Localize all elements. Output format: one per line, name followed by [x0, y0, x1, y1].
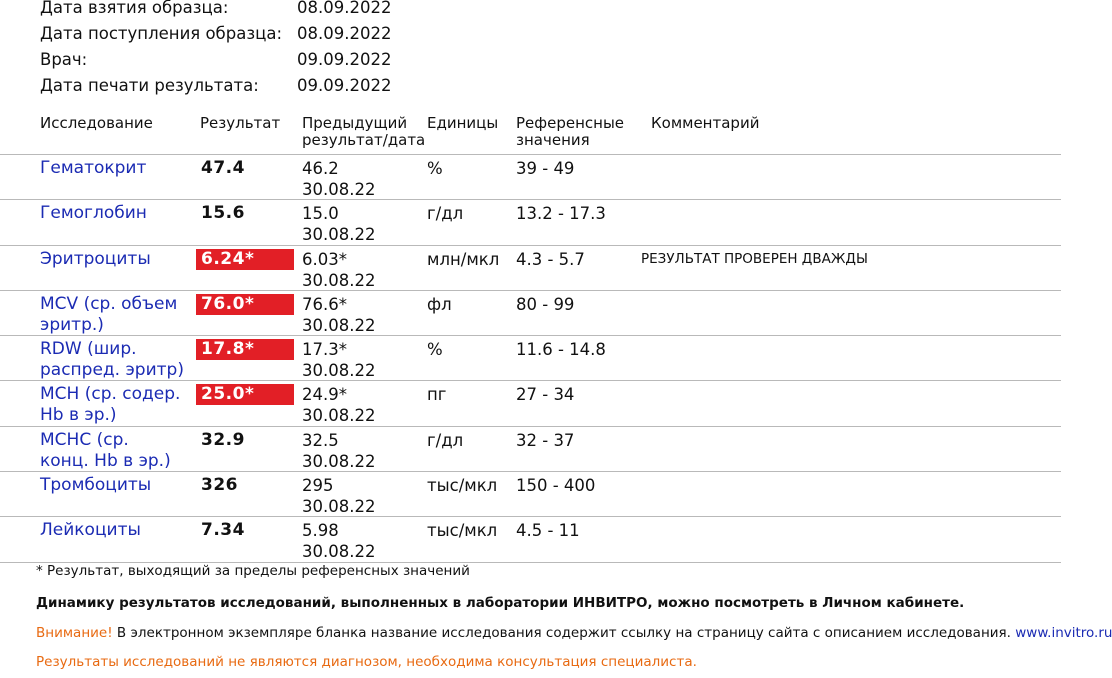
- info-label: Врач:: [40, 50, 88, 69]
- result-value-flagged: 25.0*: [196, 384, 294, 405]
- header-previous: Предыдущий результат/дата: [302, 114, 426, 149]
- info-value: 08.09.2022: [297, 0, 392, 17]
- unit: пг: [427, 385, 447, 405]
- previous-value: 6.03*: [302, 249, 347, 269]
- table-row: [0, 336, 1061, 381]
- previous-result: [302, 158, 375, 200]
- previous-date: 30.08.22: [302, 361, 376, 381]
- previous-result: [302, 475, 375, 517]
- info-value: 09.09.2022: [297, 76, 392, 95]
- reference-range: 13.2 - 17.3: [516, 204, 606, 224]
- header-test: Исследование: [40, 114, 153, 132]
- previous-date: 30.08.22: [302, 180, 376, 199]
- result-value: 7.34: [201, 520, 245, 541]
- unit: фл: [427, 294, 452, 314]
- warning-text: В электронном экземпляре бланка название исследования содержит ссылку на страницу сайта с описанием исследования.: [112, 625, 1016, 641]
- test-name-link[interactable]: MCV (ср. объем эритр.): [40, 293, 178, 335]
- table-row: [0, 246, 1061, 291]
- previous-date: 30.08.22: [302, 406, 376, 426]
- test-name-link[interactable]: Эритроциты: [40, 248, 151, 269]
- test-name-link[interactable]: MCH (ср. содер. Hb в эр.): [40, 384, 181, 426]
- info-label: Дата печати результата:: [40, 76, 259, 95]
- test-name-link[interactable]: Лейкоциты: [40, 520, 141, 541]
- previous-result: [302, 384, 375, 426]
- previous-value: 76.6*: [302, 294, 347, 314]
- previous-value: 24.9*: [302, 385, 347, 405]
- test-name-link[interactable]: MCHC (ср. конц. Hb в эр.): [40, 429, 171, 471]
- results-table-header: [0, 115, 1061, 155]
- previous-result: [302, 430, 375, 472]
- previous-value: 15.0: [302, 204, 339, 224]
- result-value-flagged: 17.8*: [196, 339, 294, 360]
- comment: РЕЗУЛЬТАТ ПРОВЕРЕН ДВАЖДЫ: [641, 250, 868, 267]
- result-value-flagged: 76.0*: [196, 294, 294, 315]
- reference-range: 32 - 37: [516, 430, 575, 450]
- table-row: [0, 154, 1061, 200]
- header-reference: Референсные значения: [516, 114, 625, 149]
- previous-value: 5.98: [302, 521, 339, 541]
- reference-range: 4.3 - 5.7: [516, 249, 585, 269]
- table-row: [0, 200, 1061, 245]
- table-row: [0, 517, 1061, 562]
- previous-result: [302, 203, 375, 245]
- dynamics-note: Динамику результатов исследований, выполненных в лаборатории ИНВИТРО, можно посмотреть в Личном кабинете.: [36, 595, 965, 611]
- table-row: [0, 472, 1061, 517]
- unit: г/дл: [427, 204, 464, 224]
- previous-date: 30.08.22: [302, 497, 376, 517]
- header-result: Результат: [200, 114, 281, 132]
- reference-range: 11.6 - 14.8: [516, 340, 606, 360]
- test-name-link[interactable]: Тромбоциты: [40, 475, 152, 496]
- previous-date: 30.08.22: [302, 451, 376, 471]
- unit: млн/мкл: [427, 249, 500, 269]
- test-name-link[interactable]: RDW (шир. распред. эритр): [40, 339, 184, 381]
- test-name-link[interactable]: Гемоглобин: [40, 203, 147, 224]
- unit: %: [427, 340, 443, 360]
- reference-range: 4.5 - 11: [516, 521, 580, 541]
- test-name-link[interactable]: Гематокрит: [40, 158, 147, 178]
- info-label: Дата взятия образца:: [40, 0, 229, 17]
- previous-result: [302, 249, 375, 291]
- reference-range: 80 - 99: [516, 294, 575, 314]
- previous-value: 17.3*: [302, 340, 347, 360]
- table-row: [0, 381, 1061, 426]
- result-value: 47.4: [201, 158, 245, 178]
- result-value: 32.9: [201, 429, 245, 450]
- previous-result: [302, 339, 375, 381]
- result-value: 15.6: [201, 203, 245, 224]
- previous-result: [302, 294, 375, 336]
- unit: г/дл: [427, 430, 464, 450]
- results-table-body: [0, 154, 1061, 563]
- footnote: * Результат, выходящий за пределы референсных значений: [36, 563, 470, 579]
- warning-label: Внимание!: [36, 625, 113, 641]
- reference-range: 39 - 49: [516, 159, 575, 178]
- unit: тыс/мкл: [427, 476, 498, 496]
- previous-date: 30.08.22: [302, 270, 376, 290]
- previous-result: [302, 520, 375, 562]
- reference-range: 150 - 400: [516, 476, 596, 496]
- previous-value: 295: [302, 476, 334, 496]
- previous-value: 32.5: [302, 430, 339, 450]
- previous-date: 30.08.22: [302, 315, 376, 335]
- info-value: 08.09.2022: [297, 24, 392, 43]
- unit: тыс/мкл: [427, 521, 498, 541]
- site-link[interactable]: www.invitro.ru: [1015, 625, 1112, 641]
- result-value: 326: [201, 475, 238, 496]
- attention-note: [36, 625, 1112, 641]
- table-row: [0, 427, 1061, 472]
- info-label: Дата поступления образца:: [40, 24, 282, 43]
- header-units: Единицы: [427, 114, 499, 132]
- disclaimer: Результаты исследований не являются диагнозом, необходима консультация специалиста.: [36, 654, 697, 670]
- reference-range: 27 - 34: [516, 385, 575, 405]
- previous-value: 46.2: [302, 159, 339, 178]
- info-value: 09.09.2022: [297, 50, 392, 69]
- previous-date: 30.08.22: [302, 225, 376, 245]
- table-row: [0, 291, 1061, 336]
- result-value-flagged: 6.24*: [196, 249, 294, 270]
- previous-date: 30.08.22: [302, 542, 376, 562]
- unit: %: [427, 159, 443, 178]
- header-comment: Комментарий: [651, 114, 760, 132]
